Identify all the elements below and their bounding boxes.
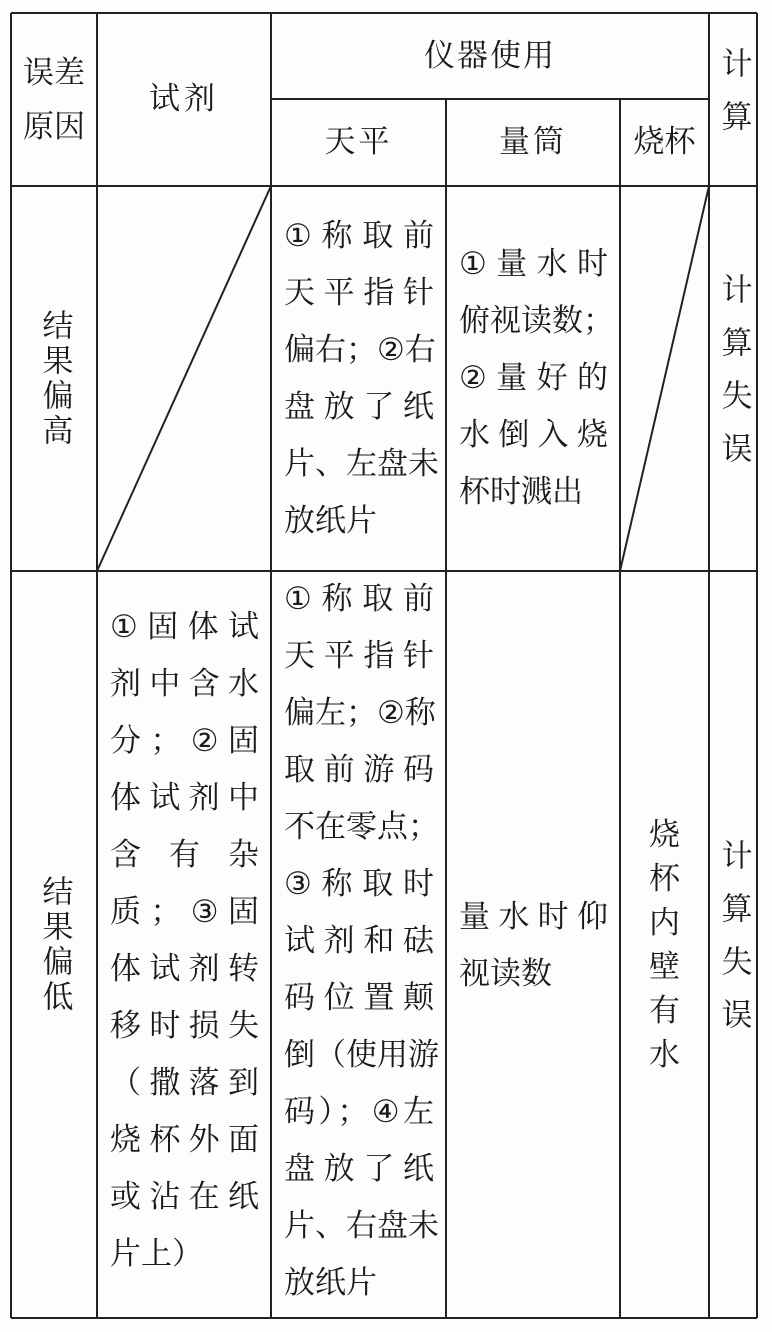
row-high-balance-line: 片、左盘未 xyxy=(284,446,439,482)
row-high-cylinder-line: 水倒入烧 xyxy=(459,417,608,453)
row-low-balance-line: 天平指针 xyxy=(284,638,434,674)
header-cylinder-text: 量筒 xyxy=(499,124,567,160)
row-high-cylinder-line: ②量好的 xyxy=(459,360,608,396)
diagonal-reagent-high xyxy=(97,186,271,571)
row-low-calc xyxy=(709,571,757,1318)
row-high-label-text: 结果偏高 xyxy=(36,308,73,449)
row-low-reagent-line: 或沾在纸 xyxy=(110,1179,259,1215)
header-balance xyxy=(271,99,446,186)
row-high-calc-text: 计算失误 xyxy=(715,272,752,485)
row-low-reagent-line: 移时损失 xyxy=(110,1008,259,1044)
row-high-cylinder-line: 杯时溅出 xyxy=(459,474,583,510)
row-low-balance-line: ③称取时 xyxy=(284,866,434,902)
header-instrument-use-text: 仪器使用 xyxy=(424,37,556,74)
header-beaker-text: 烧杯 xyxy=(633,124,696,160)
row-low-cylinder-line: 量水时仰 xyxy=(459,899,608,935)
row-low-balance-line: 码位置颠 xyxy=(284,980,434,1016)
header-cylinder xyxy=(446,99,620,186)
row-low-beaker xyxy=(620,571,709,1318)
row-low-balance-line: 取前游码 xyxy=(284,752,434,788)
row-low-balance-line: 盘放了纸 xyxy=(284,1151,434,1187)
header-reagent-text: 试剂 xyxy=(149,81,219,117)
row-low-reagent-line: 体试剂转 xyxy=(110,951,259,987)
header-balance-text: 天平 xyxy=(324,124,393,160)
header-calc xyxy=(709,13,757,186)
header-beaker xyxy=(620,99,709,186)
row-low-beaker-text: 烧杯内壁有水 xyxy=(649,816,680,1073)
row-low-balance-line: ①称取前 xyxy=(284,581,434,617)
row-low-reagent-line: 含有杂 xyxy=(110,837,259,873)
row-high-balance-line: ①称取前 xyxy=(284,218,434,254)
row-low-label xyxy=(11,571,97,1318)
row-low-balance-line: 偏左；②称 xyxy=(284,695,436,731)
header-cause xyxy=(11,13,97,186)
diagonal-beaker-high xyxy=(620,186,709,571)
row-low-reagent-line: 剂中含水 xyxy=(110,666,259,702)
row-low-reagent-line: 质；③固 xyxy=(110,894,259,930)
header-reagent xyxy=(97,13,271,186)
row-high-cylinder-line: ①量水时 xyxy=(459,246,608,282)
row-high-balance xyxy=(271,208,446,550)
row-low-cylinder-line: 视读数 xyxy=(459,956,552,992)
row-high-balance-line: 天平指针 xyxy=(284,275,434,311)
row-low-reagent-line: （撒落到 xyxy=(110,1065,259,1101)
row-low-reagent-line: 分；②固 xyxy=(110,723,259,759)
row-low-reagent-line: 片上） xyxy=(110,1236,203,1272)
row-low-balance-line: 倒（使用游 xyxy=(284,1037,439,1073)
row-high-balance-line: 放纸片 xyxy=(284,503,377,539)
row-low-cylinder xyxy=(446,889,620,1003)
row-high-label xyxy=(11,186,97,571)
row-high-balance-line: 偏右；②右 xyxy=(284,332,436,368)
row-high-cylinder xyxy=(446,236,620,521)
row-high-balance-line: 盘放了纸 xyxy=(284,389,434,425)
row-high-cylinder-line: 俯视读数； xyxy=(459,303,614,339)
row-low-balance xyxy=(271,571,446,1312)
row-low-reagent-line: ①固体试 xyxy=(110,609,259,645)
row-high-calc xyxy=(709,186,757,571)
header-cause-text: 误差原因 xyxy=(23,54,85,145)
row-low-balance-line: 放纸片 xyxy=(284,1265,377,1301)
header-calc-text: 计算 xyxy=(715,46,752,153)
row-low-balance-line: 片、右盘未 xyxy=(284,1208,439,1244)
row-low-reagent-line: 体试剂中 xyxy=(110,780,259,816)
row-low-reagent-line: 烧杯外面 xyxy=(110,1122,259,1158)
row-low-balance-line: 码）；④左 xyxy=(284,1094,434,1130)
row-low-balance-line: 不在零点； xyxy=(284,809,439,845)
row-low-calc-text: 计算失误 xyxy=(715,838,752,1051)
header-instrument-use xyxy=(271,13,709,99)
row-low-label-text: 结果偏低 xyxy=(36,874,73,1015)
row-low-reagent xyxy=(97,599,271,1283)
row-low-balance-line: 试剂和砝 xyxy=(284,923,434,959)
